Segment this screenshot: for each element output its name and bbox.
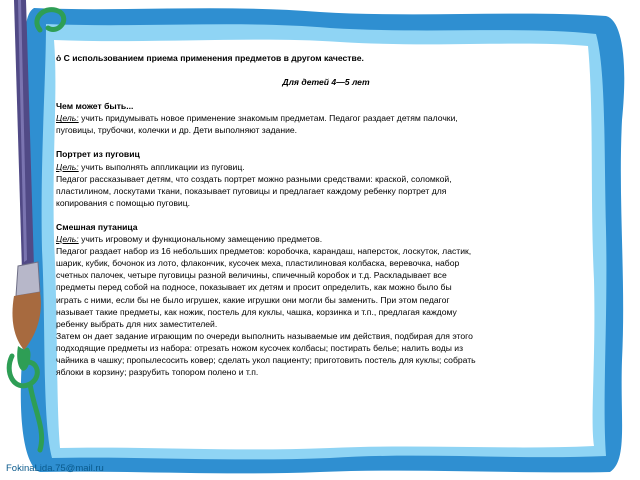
text-line: ребенку выбрать для них заместителей. <box>56 318 218 329</box>
text-line: счетных палочек, четыре пуговицы разной величины, спичечный коробок и т.д. Раскладывает все <box>56 270 447 281</box>
author-email: FokinaLida.75@mail.ru <box>6 463 104 474</box>
goal-text: учить игровому и функциональному замещению предметов. <box>78 234 323 245</box>
text-line: чайника в чашку; пропылесосить ковер; сделать укол пациенту; приготовить постель для куклы; собрать <box>56 354 476 365</box>
section-2 <box>56 148 596 208</box>
age-group: Для детей 4—5 лет <box>282 77 370 88</box>
text-line: Педагог раздает набор из 16 небольших предметов: коробочка, карандаш, наперсток, лоскуток, ластик, <box>56 246 472 257</box>
text-line: пластилином, лоскутами ткани, показывает пуговицы и предлагает каждому ребенку портрет для <box>56 185 447 196</box>
text-line: шарик, кубик, бочонок из лото, флакончик, кусочек меха, пластилиновая колбаска, веревочка, набор <box>56 258 460 269</box>
text-line: называет такие предметы, как ножик, постель для куклы, чашка, корзинка и т.п., предлагая каждому <box>56 306 457 317</box>
goal-text: учить выполнять аппликации из пуговиц. <box>78 161 245 172</box>
text-line: яблоки в корзину; разрубить топором полено и т.п. <box>56 367 259 378</box>
section-goal <box>56 112 596 124</box>
text-line: копирования с помощью пуговиц. <box>56 197 191 208</box>
text-line: Педагог рассказывает детям, что создать портрет можно разными средствами: краской, соломкой, <box>56 173 452 184</box>
page-title: ỏ С использованием приема применения предметов в другом качестве. <box>56 53 364 63</box>
section-goal <box>56 233 596 245</box>
goal-label: Цель: <box>56 161 79 172</box>
section-goal <box>56 161 596 173</box>
section-heading: Портрет из пуговиц <box>56 149 140 160</box>
brush-ferrule <box>16 262 40 296</box>
text-line: Затем он дает задание играющим по очереди выполнить называемые им действия, подбирая для этого <box>56 330 473 341</box>
goal-label: Цель: <box>56 113 79 124</box>
section-heading: Смешная путаница <box>56 221 138 232</box>
text-line: пуговицы, трубочки, колечки и др. Дети выполняют задание. <box>56 125 298 136</box>
text-line: предметы перед собой на подносе, показывает их детям и просит определить, как можно было бы <box>56 282 452 293</box>
text-line: играть с ними, если бы не было игрушек, какие игрушки они могли бы заменить. При этом педагог <box>56 294 450 305</box>
goal-label: Цель: <box>56 234 79 245</box>
text-line: подходящие предметы из набора: отрезать ножом кусочек колбасы; постирать белье; налить воды из <box>56 342 464 353</box>
section-heading: Чем может быть... <box>56 101 134 112</box>
section-1 <box>56 100 596 136</box>
section-3 <box>56 221 596 378</box>
document-content <box>56 52 596 378</box>
goal-text: учить придумывать новое применение знакомым предметам. Педагог раздает детям палочки, <box>78 113 458 124</box>
